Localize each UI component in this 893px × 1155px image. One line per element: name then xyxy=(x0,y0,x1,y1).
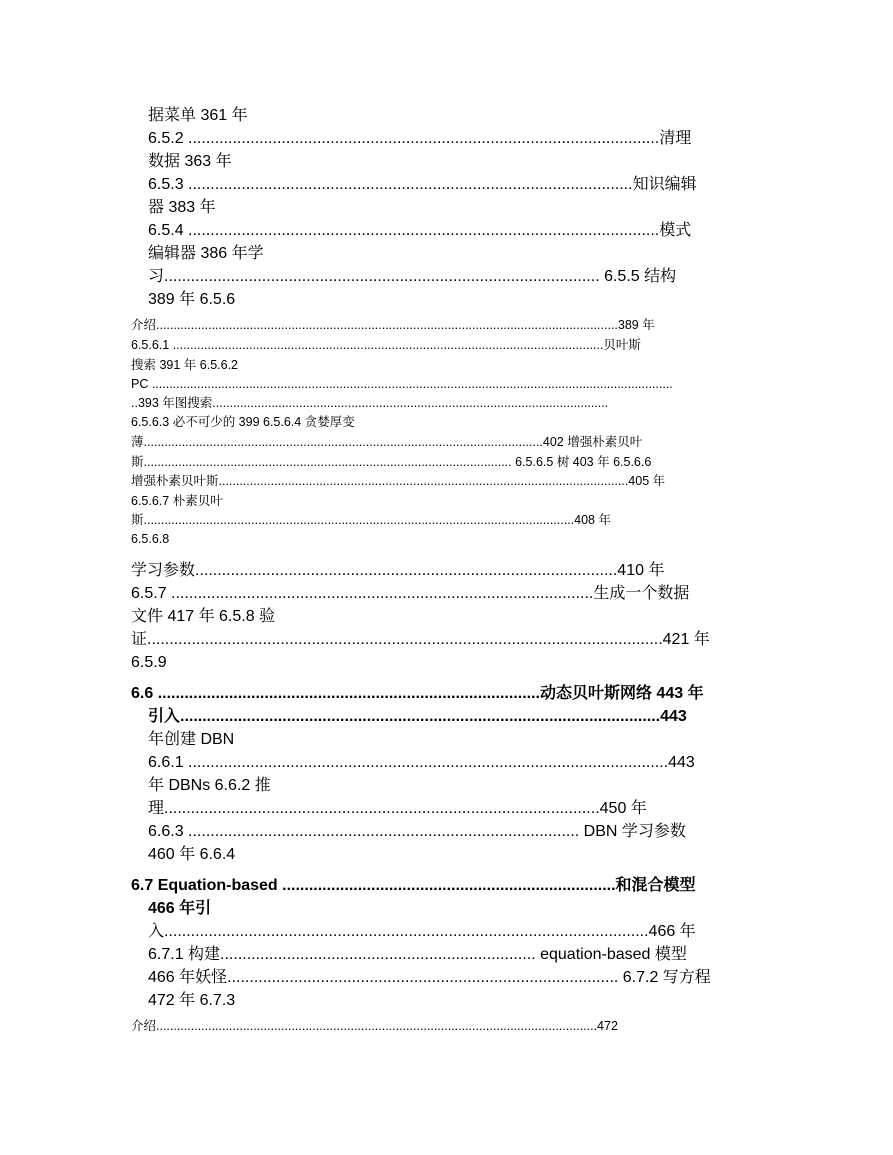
toc-line: 入.............................................................................................................466 年 xyxy=(148,923,696,940)
toc-line: 文件 417 年 6.5.8 验 xyxy=(131,608,276,625)
toc-line: 器 383 年 xyxy=(148,199,216,216)
toc-line: 466 年引 xyxy=(148,900,212,917)
section-heading: 6.6 ......................................................................................动态贝叶斯网络 443 年 xyxy=(131,685,704,702)
toc-line: 学习参数...............................................................................................410 年 xyxy=(131,562,665,579)
toc-line: 介绍...............................................................................................................................472 xyxy=(131,1019,618,1033)
toc-line: 介绍.....................................................................................................................................389 年 xyxy=(131,318,655,332)
toc-line: 6.5.7 ...............................................................................................生成一个数据 xyxy=(131,585,690,602)
toc-line: 466 年妖怪........................................................................................ 6.7.2 写方程 xyxy=(148,969,711,986)
toc-line: 6.5.6.1 ............................................................................................................................贝叶斯 xyxy=(131,338,641,352)
toc-line: 6.7.1 构建....................................................................... equation-based 模型 xyxy=(148,946,687,963)
toc-line: 年创建 DBN xyxy=(148,731,235,748)
toc-line: 6.6.3 ........................................................................................ DBN 学习参数 xyxy=(148,823,686,840)
toc-line: 搜索 391 年 6.5.6.2 xyxy=(131,358,239,372)
toc-line: 增强朴素贝叶斯......................................................................................................................405 年 xyxy=(131,474,666,488)
toc-line: 6.5.6.3 必不可少的 399 6.5.6.4 贪婪厚变 xyxy=(131,415,355,429)
toc-line: 6.5.6.7 朴素贝叶 xyxy=(131,494,223,508)
toc-line: 斯............................................................................................................................408 年 xyxy=(131,513,611,527)
toc-line: 理..................................................................................................450 年 xyxy=(148,800,647,817)
toc-line: 6.5.2 ..........................................................................................................清理 xyxy=(148,130,692,147)
toc-line: 389 年 6.5.6 xyxy=(148,291,236,308)
toc-line: 6.5.3 ....................................................................................................知识编辑 xyxy=(148,176,697,193)
toc-line: 引入............................................................................................................443 xyxy=(148,708,687,725)
toc-line: 据菜单 361 年 xyxy=(148,107,248,124)
toc-line: 证....................................................................................................................421 年 xyxy=(131,631,710,648)
toc-line: 编辑器 386 年学 xyxy=(148,245,264,262)
toc-line: 薄...................................................................................................................402 增强朴素贝叶 xyxy=(131,435,643,449)
toc-line: 斯.......................................................................................................... 6.5.6.5 树 403 年 6.5.6.6 xyxy=(131,455,652,469)
toc-line: 6.5.4 ..........................................................................................................模式 xyxy=(148,222,692,239)
toc-line: 习.................................................................................................. 6.5.5 结构 xyxy=(148,268,677,285)
toc-line: 6.6.1 ............................................................................................................443 xyxy=(148,754,695,771)
toc-line: 数据 363 年 xyxy=(148,153,232,170)
toc-line: 年 DBNs 6.6.2 推 xyxy=(148,777,271,794)
toc-line: ..393 年图搜索.................................................................................................................. xyxy=(131,396,609,410)
section-heading: 6.7 Equation-based ...........................................................................和混合模型 xyxy=(131,877,696,894)
toc-line: 472 年 6.7.3 xyxy=(148,992,236,1009)
toc-line: PC ...................................................................................................................................................... xyxy=(131,377,673,391)
toc-line: 6.5.9 xyxy=(131,654,167,671)
toc-line: 460 年 6.6.4 xyxy=(148,846,236,863)
toc-line: 6.5.6.8 xyxy=(131,532,170,546)
